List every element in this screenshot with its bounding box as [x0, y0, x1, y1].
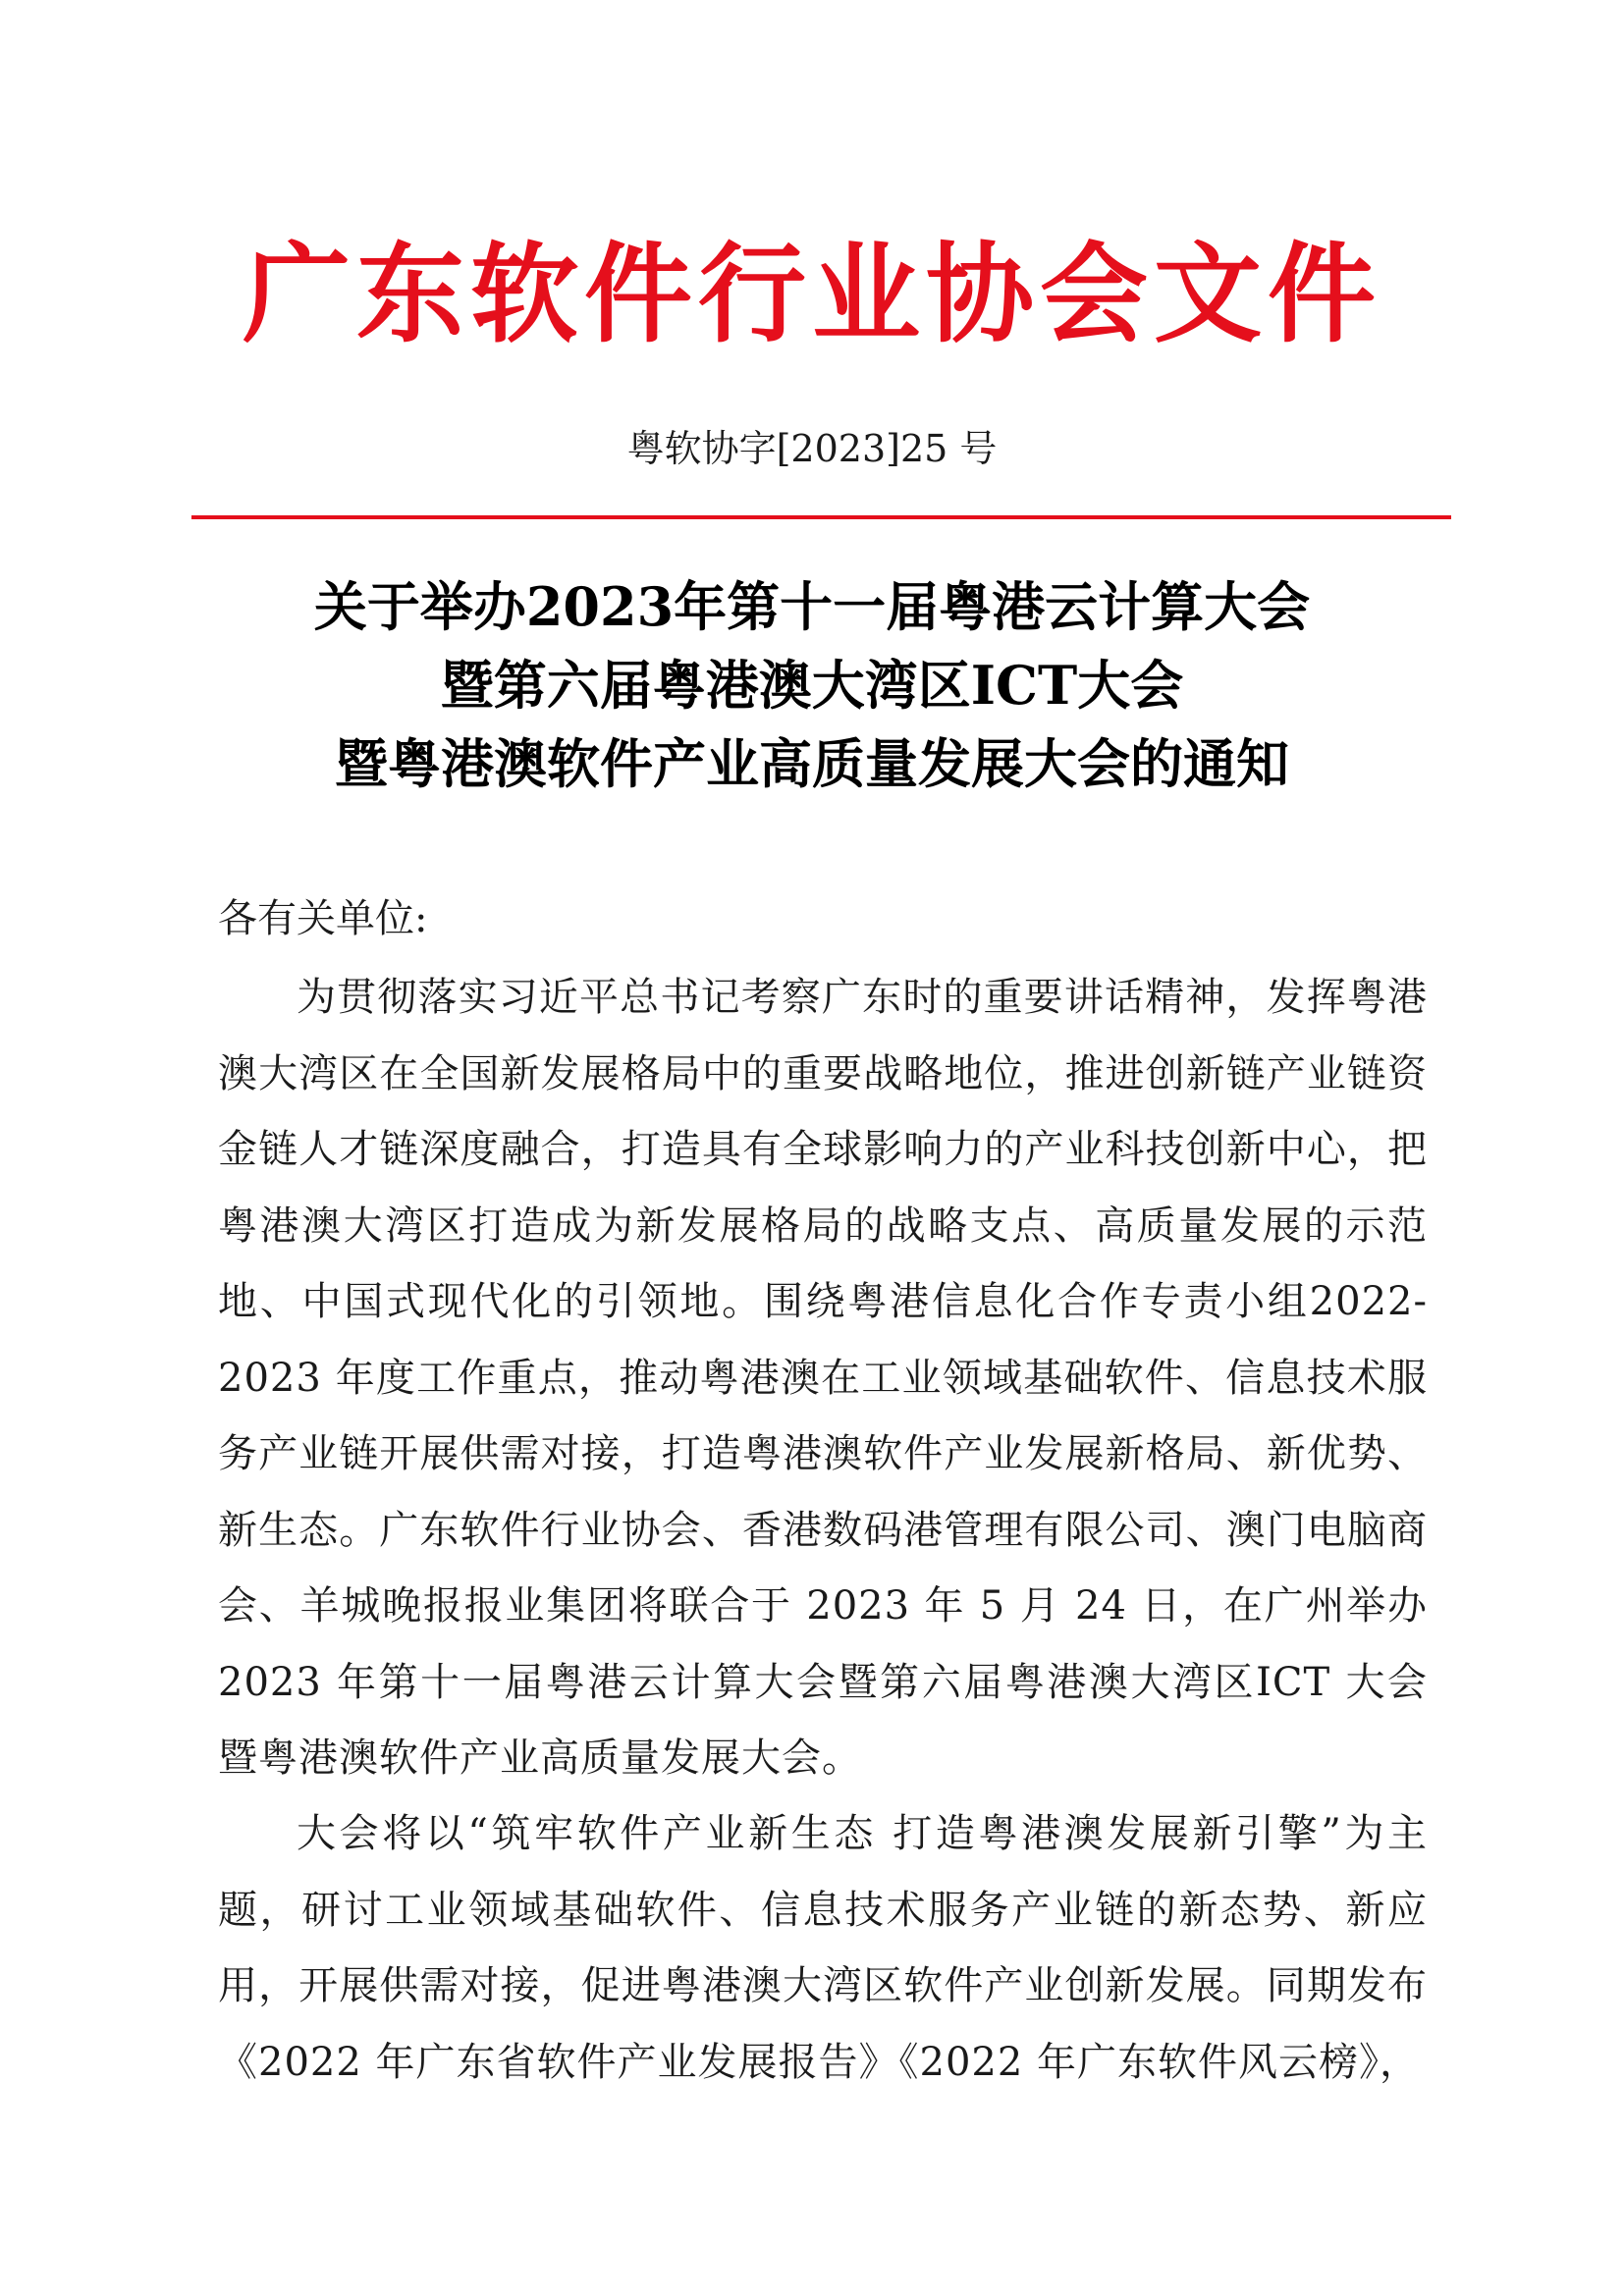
document-number: 粤软协字[2023]25 号: [626, 427, 998, 470]
salutation: 各有关单位:: [218, 896, 428, 941]
notice-title: [0, 567, 1624, 803]
notice-title-line-2: 暨第六届粤港澳大湾区ICT大会: [440, 654, 1184, 717]
masthead-title: 广东软件行业协会文件: [243, 231, 1381, 357]
notice-title-line-1: 关于举办2023年第十一届粤港云计算大会: [313, 575, 1311, 638]
notice-title-line-3: 暨粤港澳软件产业高质量发展大会的通知: [335, 732, 1289, 795]
red-divider-rule: [191, 515, 1451, 519]
body-paragraph-2: 大会将以“筑牢软件产业新生态 打造粤港澳发展新引擎”为主题，研讨工业领域基础软件、信息技术服务产业链的新态势、新应用，开展供需对接，促进粤港澳大湾区软件产业创新发展。同期发布《2022 年广东省软件产业发展报告》《2022 年广东软件风云榜》，: [218, 1811, 1428, 2085]
body-paragraph-1: 为贯彻落实习近平总书记考察广东时的重要讲话精神，发挥粤港澳大湾区在全国新发展格局中的重要战略地位，推进创新链产业链资金链人才链深度融合，打造具有全球影响力的产业科技创新中心，把粤港澳大湾区打造成为新发展格局的战略支点、高质量发展的示范地、中国式现代化的引领地。围绕粤港信息化合作专责小组2022-2023 年度工作重点，推动粤港澳在工业领域基础软件、信息技术服务产业链开展供需对接，打造粤港澳软件产业发展新格局、新优势、新生态。广东软件行业协会、香港数码港管理有限公司、澳门电脑商会、羊城晚报报业集团将联合于 2023 年 5 月 24 日，在广州举办 2023 年第十一届粤港云计算大会暨第六届粤港澳大湾区ICT 大会暨粤港澳软件产业高质量发展大会。: [218, 975, 1428, 1781]
